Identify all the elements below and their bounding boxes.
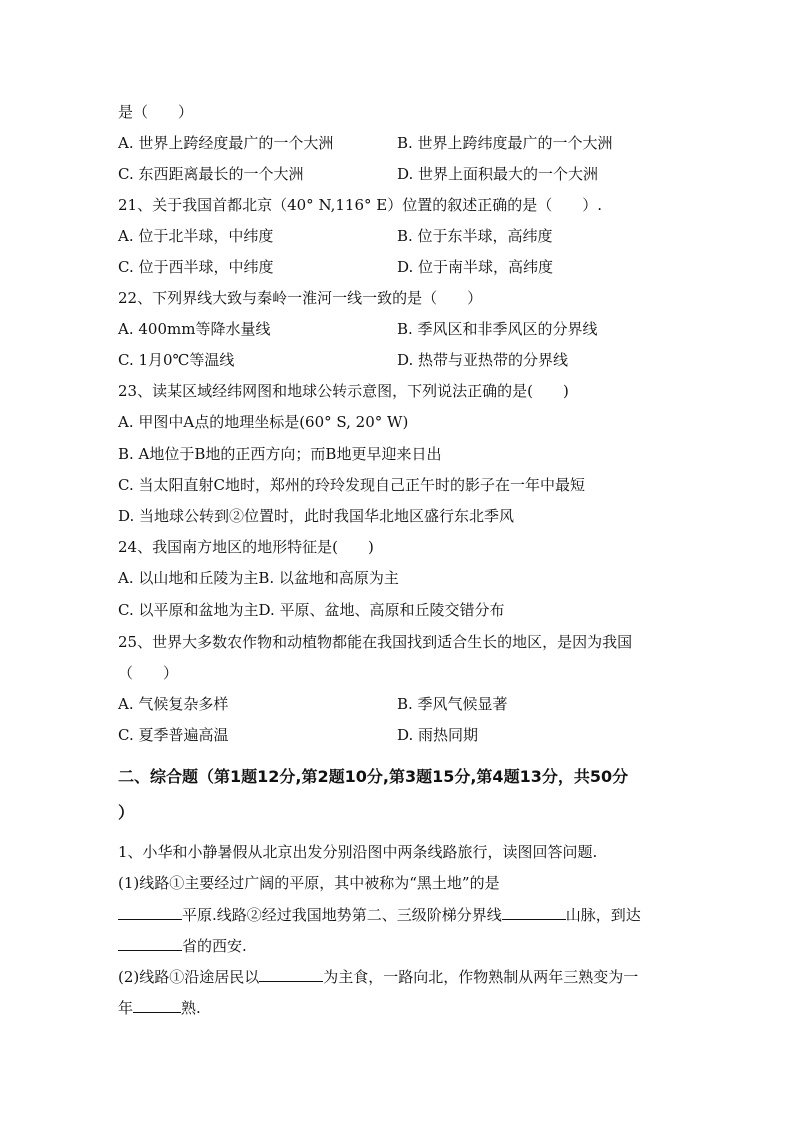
q23-option-a: A. 甲图中A点的地理坐标是(60° S, 20° W): [118, 413, 409, 431]
q22-option-c: C. 1月0℃等温线: [118, 351, 235, 369]
c1-part2-text-b: 为主食，一路向北，作物熟制从两年三熟变为一: [323, 968, 639, 986]
q20-options-cd: [118, 164, 599, 184]
q20-option-d: D. 世界上面积最大的一个大洲: [397, 165, 599, 183]
q25-stem: 25、世界大多数农作物和动植物都能在我国找到适合生长的地区，是因为我国: [118, 633, 633, 651]
c1-part1-text-b: 平原.线路②经过我国地势第二、三级阶梯分界线: [182, 906, 502, 924]
answer-blank[interactable]: [259, 967, 323, 982]
c1-part1-line2: [118, 905, 641, 925]
c1-part2-text-c: 年: [118, 999, 134, 1017]
q24-stem: 24、我国南方地区的地形特征是( ): [118, 538, 374, 556]
answer-blank[interactable]: [118, 905, 182, 920]
section-2-heading: 二、综合题（第1题12分,第2题10分,第3题15分,第4题13分，共50分: [118, 767, 629, 786]
q22-options-ab: [118, 319, 598, 339]
q23-option-d: D. 当地球公转到②位置时，此时我国华北地区盛行东北季风: [118, 507, 515, 525]
section-2-heading-end: ）: [118, 803, 135, 822]
q21-stem: 21、关于我国首都北京（40° N,116° E）位置的叙述正确的是（ ）.: [118, 196, 602, 214]
answer-blank[interactable]: [502, 905, 566, 920]
c1-stem: 1、小华和小静暑假从北京出发分别沿图中两条线路旅行，读图回答问题.: [118, 843, 598, 861]
q22-option-a: A. 400mm等降水量线: [118, 320, 271, 338]
q21-option-c: C. 位于西半球，中纬度: [118, 258, 274, 276]
q22-option-b: B. 季风区和非季风区的分界线: [397, 320, 598, 338]
q20-option-b: B. 世界上跨纬度最广的一个大洲: [397, 134, 613, 152]
c1-part2-line2: [118, 998, 201, 1018]
q23-option-b: B. A地位于B地的正西方向；而B地更早迎来日出: [118, 445, 442, 463]
answer-blank[interactable]: [118, 936, 182, 951]
q21-option-d: D. 位于南半球，高纬度: [397, 258, 554, 276]
q25-option-c: C. 夏季普遍高温: [118, 726, 229, 744]
q21-options-cd: [118, 257, 554, 277]
q25-option-a: A. 气候复杂多样: [118, 695, 229, 713]
q21-options-ab: [118, 226, 553, 246]
q24-options-cd: C. 以平原和盆地为主D. 平原、盆地、高原和丘陵交错分布: [118, 601, 505, 619]
q22-options-cd: [118, 350, 569, 370]
c1-part2-text-a: (2)线路①沿途居民以: [118, 968, 260, 986]
q25-option-b: B. 季风气候显著: [397, 695, 508, 713]
q21-option-b: B. 位于东半球，高纬度: [397, 227, 553, 245]
c1-part1-text-c: 山脉，到达: [565, 906, 641, 924]
q25-stem-cont: （ ）: [118, 664, 179, 682]
q25-options-ab: [118, 694, 508, 714]
q20-stem-tail: 是（ ）: [118, 103, 194, 121]
q25-options-cd: [118, 725, 479, 745]
c1-part1-line1: (1)线路①主要经过广阔的平原，其中被称为“黑土地”的是: [118, 874, 500, 892]
c1-part1-text-d: 省的西安.: [182, 937, 247, 955]
c1-part2-text-d: 熟.: [181, 999, 201, 1017]
q23-stem: 23、读某区域经纬网图和地球公转示意图，下列说法正确的是( ): [118, 382, 569, 400]
q23-option-c: C. 当太阳直射C地时，郑州的玲玲发现自己正午时的影子在一年中最短: [118, 476, 585, 494]
q22-option-d: D. 热带与亚热带的分界线: [397, 351, 569, 369]
q22-stem: 22、下列界线大致与秦岭一淮河一线一致的是（ ）: [118, 289, 483, 307]
c1-part2-line1: [118, 967, 638, 987]
q20-options-ab: [118, 133, 613, 153]
q21-option-a: A. 位于北半球，中纬度: [118, 227, 274, 245]
q25-option-d: D. 雨热同期: [397, 726, 479, 744]
q24-options-ab: A. 以山地和丘陵为主B. 以盆地和高原为主: [118, 569, 399, 587]
c1-part1-line3: [118, 936, 247, 956]
q20-option-c: C. 东西距离最长的一个大洲: [118, 165, 304, 183]
answer-blank[interactable]: [133, 998, 181, 1013]
q20-option-a: A. 世界上跨经度最广的一个大洲: [118, 134, 334, 152]
